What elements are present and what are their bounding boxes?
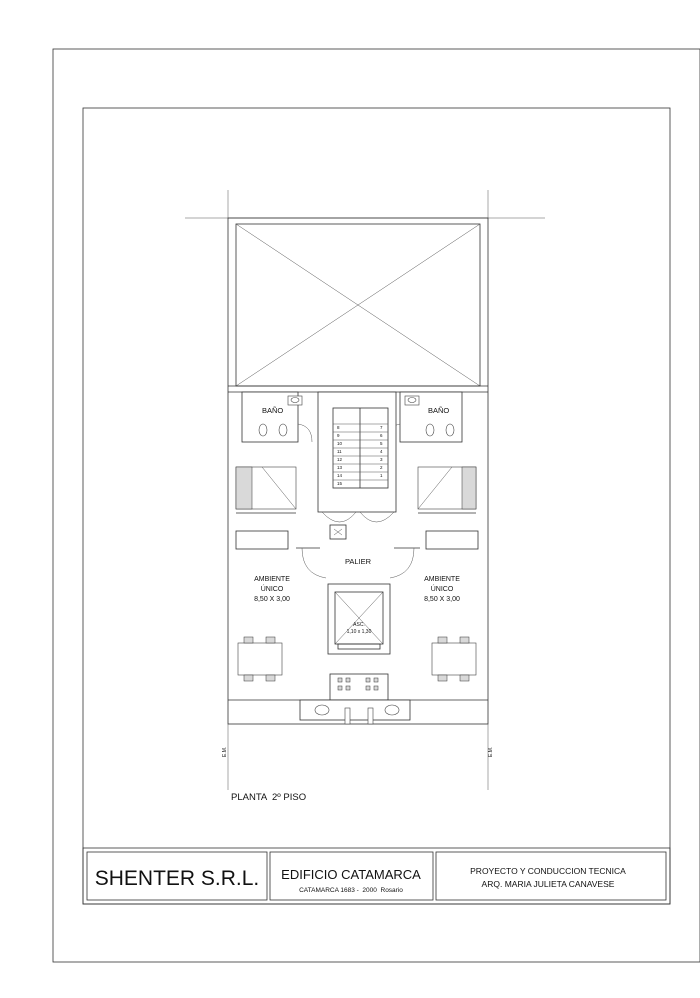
elevator-label: ASC.: [353, 622, 365, 628]
chair-icon: [266, 637, 275, 643]
chair-icon: [460, 637, 469, 643]
unit-left-size: 8,50 X 3,00: [254, 596, 290, 603]
unit-left-name-2: ÚNICO: [260, 586, 284, 593]
architect-name: ARQ. MARIA JULIETA CANAVESE: [481, 879, 615, 889]
counter-left: [236, 531, 288, 549]
burner-icon: [338, 678, 342, 682]
burner-icon: [366, 678, 370, 682]
stair-step-number: 5: [380, 441, 383, 446]
burner-icon: [338, 686, 342, 690]
dining-table-left: [238, 643, 282, 675]
bidet-left-icon: [279, 424, 287, 436]
bath-left-label: BAÑO: [262, 406, 284, 415]
stair-step-number: 14: [337, 473, 343, 478]
dining-table-right: [432, 643, 476, 675]
burner-icon: [366, 686, 370, 690]
bidet-right-icon: [446, 424, 454, 436]
burner-icon: [346, 686, 350, 690]
stair-step-number: 1: [380, 473, 383, 478]
stair-core: [318, 392, 396, 512]
company-name: SHENTER S.R.L.: [94, 867, 260, 890]
unit-right-name: AMBIENTE: [424, 576, 460, 583]
stair-step-number: 4: [380, 449, 383, 454]
counter-right: [426, 531, 478, 549]
chair-icon: [438, 675, 447, 681]
chair-icon: [244, 637, 253, 643]
chair-icon: [460, 675, 469, 681]
toilet-left-icon: [259, 424, 267, 436]
chair-icon: [438, 637, 447, 643]
burner-icon: [374, 686, 378, 690]
bath-right-label: BAÑO: [428, 406, 450, 415]
stair-step-number: 6: [380, 433, 383, 438]
stair-step-number: 2: [380, 465, 383, 470]
building-name: EDIFICIO CATAMARCA: [281, 867, 421, 882]
chair-icon: [244, 675, 253, 681]
landing-label: PALIER: [344, 557, 372, 566]
elevator-size: 1,10 x 1,30: [346, 629, 372, 635]
burner-icon: [346, 678, 350, 682]
stair-step-number: 15: [337, 481, 343, 486]
stair-step-number: 9: [337, 433, 340, 438]
technical-role: PROYECTO Y CONDUCCION TECNICA: [470, 866, 626, 876]
unit-right-size: 8,50 X 3,00: [424, 596, 460, 603]
building-address: CATAMARCA 1683 - 2000 Rosario: [299, 887, 403, 894]
toilet-right-icon: [426, 424, 434, 436]
unit-right-name-2: ÚNICO: [430, 586, 454, 593]
stair-step-number: 7: [380, 425, 383, 430]
stair-step-number: 8: [337, 425, 340, 430]
stair-step-number: 3: [380, 457, 383, 462]
stair-step-number: 11: [337, 449, 342, 454]
unit-left-name: AMBIENTE: [254, 576, 290, 583]
chair-icon: [266, 675, 275, 681]
stair-step-number: 10: [337, 441, 343, 446]
axis-label-right: E.M.: [488, 746, 494, 757]
stair-step-number: 12: [337, 457, 343, 462]
axis-label-left: E.M.: [222, 746, 228, 757]
stair-step-number: 13: [337, 465, 343, 470]
plan-title: PLANTA 2º PISO: [231, 792, 307, 803]
burner-icon: [374, 678, 378, 682]
